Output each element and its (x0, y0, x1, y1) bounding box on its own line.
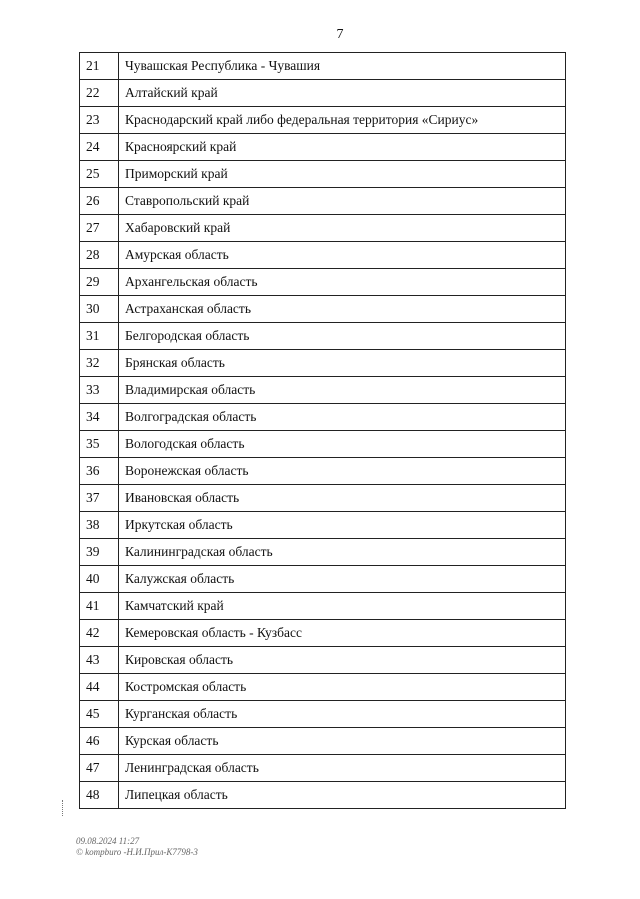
table-row (80, 728, 566, 755)
regions-table (79, 52, 566, 809)
row-number: 29 (80, 269, 119, 296)
table-row (80, 215, 566, 242)
table-row (80, 350, 566, 377)
row-number: 47 (80, 755, 119, 782)
table-row (80, 566, 566, 593)
table-row (80, 53, 566, 80)
row-number: 26 (80, 188, 119, 215)
row-number: 37 (80, 485, 119, 512)
table-row (80, 161, 566, 188)
stamp-reference: © kompburo -Н.И.Прил-К7798-3 (76, 847, 198, 857)
region-name: Алтайский край (119, 80, 566, 107)
row-number: 39 (80, 539, 119, 566)
row-number: 41 (80, 593, 119, 620)
table-row (80, 782, 566, 809)
row-number: 24 (80, 134, 119, 161)
region-name: Краснодарский край либо федеральная территория «Сириус» (119, 107, 566, 134)
table-row (80, 107, 566, 134)
region-name: Ленинградская область (119, 755, 566, 782)
table-row (80, 458, 566, 485)
row-number: 38 (80, 512, 119, 539)
row-number: 48 (80, 782, 119, 809)
row-number: 23 (80, 107, 119, 134)
region-name: Кемеровская область - Кузбасс (119, 620, 566, 647)
table-row (80, 755, 566, 782)
row-number: 34 (80, 404, 119, 431)
region-name: Курганская область (119, 701, 566, 728)
table-row (80, 647, 566, 674)
table-row (80, 404, 566, 431)
row-number: 35 (80, 431, 119, 458)
region-name: Приморский край (119, 161, 566, 188)
table-row (80, 701, 566, 728)
row-number: 42 (80, 620, 119, 647)
region-name: Иркутская область (119, 512, 566, 539)
print-stamp (76, 836, 198, 858)
row-number: 27 (80, 215, 119, 242)
region-name: Ивановская область (119, 485, 566, 512)
region-name: Чувашская Республика - Чувашия (119, 53, 566, 80)
page-number: 7 (336, 27, 344, 42)
row-number: 44 (80, 674, 119, 701)
table-row (80, 269, 566, 296)
table-row (80, 485, 566, 512)
region-name: Воронежская область (119, 458, 566, 485)
region-name: Камчатский край (119, 593, 566, 620)
row-number: 31 (80, 323, 119, 350)
table-row (80, 296, 566, 323)
region-name: Амурская область (119, 242, 566, 269)
table-row (80, 134, 566, 161)
table-row (80, 512, 566, 539)
region-name: Кировская область (119, 647, 566, 674)
region-name: Владимирская область (119, 377, 566, 404)
region-name: Хабаровский край (119, 215, 566, 242)
row-number: 25 (80, 161, 119, 188)
row-number: 40 (80, 566, 119, 593)
region-name: Брянская область (119, 350, 566, 377)
region-name: Вологодская область (119, 431, 566, 458)
row-number: 32 (80, 350, 119, 377)
table-row (80, 593, 566, 620)
region-name: Курская область (119, 728, 566, 755)
row-number: 21 (80, 53, 119, 80)
table-row (80, 674, 566, 701)
margin-mark (62, 800, 65, 816)
table-row (80, 539, 566, 566)
table-row (80, 80, 566, 107)
table-row (80, 431, 566, 458)
region-name: Ставропольский край (119, 188, 566, 215)
region-name: Волгоградская область (119, 404, 566, 431)
region-name: Белгородская область (119, 323, 566, 350)
region-name: Астраханская область (119, 296, 566, 323)
table-row (80, 242, 566, 269)
row-number: 30 (80, 296, 119, 323)
region-name: Калининградская область (119, 539, 566, 566)
row-number: 43 (80, 647, 119, 674)
region-name: Костромская область (119, 674, 566, 701)
regions-table-body (80, 53, 566, 809)
row-number: 33 (80, 377, 119, 404)
region-name: Архангельская область (119, 269, 566, 296)
table-row (80, 323, 566, 350)
region-name: Красноярский край (119, 134, 566, 161)
stamp-date: 09.08.2024 11:27 (76, 836, 140, 846)
table-row (80, 620, 566, 647)
row-number: 22 (80, 80, 119, 107)
table-row (80, 377, 566, 404)
row-number: 36 (80, 458, 119, 485)
table-row (80, 188, 566, 215)
row-number: 45 (80, 701, 119, 728)
region-name: Калужская область (119, 566, 566, 593)
region-name: Липецкая область (119, 782, 566, 809)
row-number: 28 (80, 242, 119, 269)
row-number: 46 (80, 728, 119, 755)
